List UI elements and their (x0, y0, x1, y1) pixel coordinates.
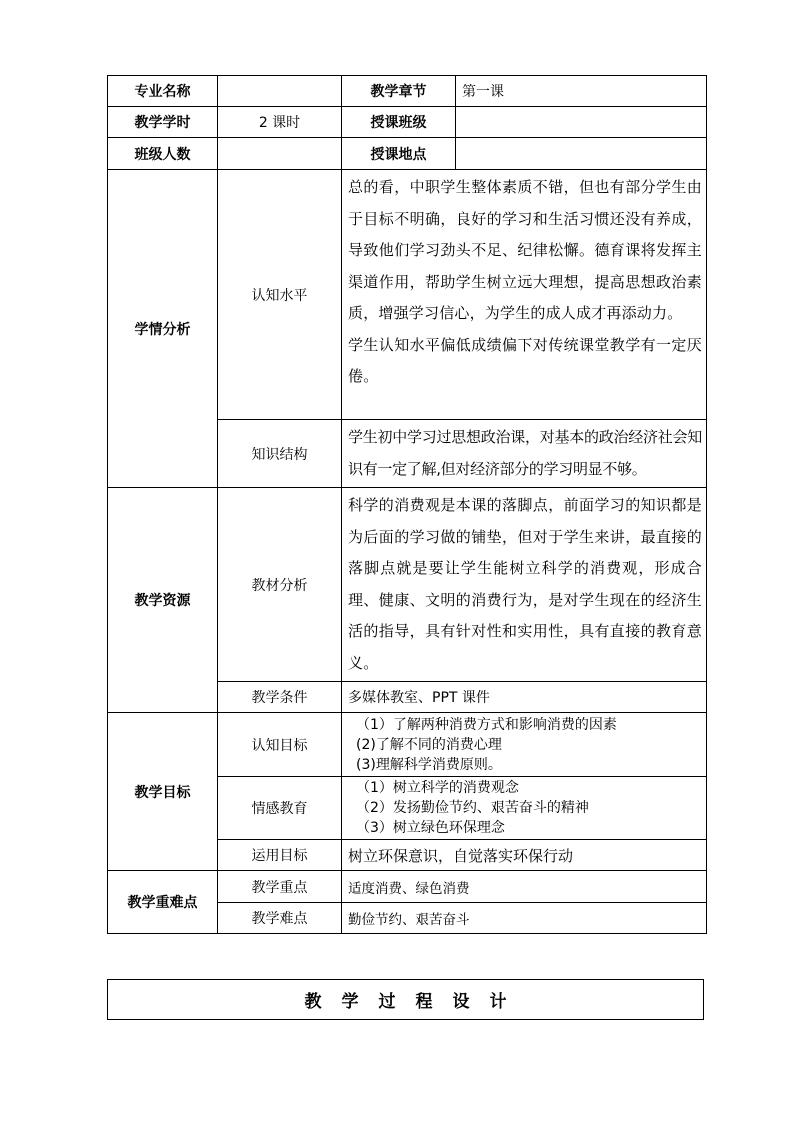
major-label: 专业名称 (108, 76, 218, 107)
cognitive-objective-row (108, 713, 707, 777)
location-label: 授课地点 (342, 138, 456, 170)
process-design-title: 教学过程设计 (107, 979, 704, 1020)
material-text: 科学的消费观是本课的落脚点，前面学习的知识都是为后面的学习做的铺垫，但对于学生来讲，最直接的落脚点就是要让学生能树立科学的消费观，形成合理、健康、文明的消费行为，是对学生现在的经济生活的指导，具有针对性和实用性，具有直接的教育意义。 (342, 488, 707, 682)
key-points-label: 教学重难点 (108, 871, 218, 934)
difficult-text: 勤俭节约、艰苦奋斗 (342, 903, 707, 934)
conditions-text: 多媒体教室、PPT 课件 (342, 682, 707, 713)
info-row-3 (108, 138, 707, 170)
conditions-label: 教学条件 (218, 682, 342, 713)
count-label: 班级人数 (108, 138, 218, 170)
cognitive-item-2: (2)了解不同的消费心理 (356, 736, 502, 753)
emotion-item-3: （3）树立绿色环保理念 (356, 820, 505, 836)
cognition-label: 认知水平 (218, 170, 342, 420)
emotion-item-2: （2）发扬勤俭节约、艰苦奋斗的精神 (356, 800, 589, 816)
resources-label: 教学资源 (108, 488, 218, 713)
hours-label: 教学学时 (108, 107, 218, 138)
objectives-label: 教学目标 (108, 713, 218, 871)
class-label: 授课班级 (342, 107, 456, 138)
key-text: 适度消费、绿色消费 (342, 871, 707, 903)
info-row-1 (108, 76, 707, 107)
hours-value: 2 课时 (218, 107, 342, 138)
emotion-list (342, 777, 707, 840)
chapter-label: 教学章节 (342, 76, 456, 107)
apply-label: 运用目标 (218, 840, 342, 871)
cognition-paragraph-1: 总的看，中职学生整体素质不错，但也有部分学生由于目标不明确，良好的学习和生活习惯还没有养成，导致他们学习劲头不足、纪律松懈。德育课将发挥主渠道作用，帮助学生树立远大理想，提高思想政治素质，增强学习信心，为学生的成人成才再添动力。 (348, 178, 702, 322)
cognitive-label: 认知目标 (218, 713, 342, 777)
knowledge-text: 学生初中学习过思想政治课，对基本的政治经济社会知识有一定了解,但对经济部分的学习明显不够。 (342, 420, 707, 488)
cognition-paragraph-2: 学生认知水平偏低成绩偏下对传统课堂教学有一定厌倦。 (348, 335, 702, 385)
emotion-item-1: （1）树立科学的消费观念 (356, 780, 519, 796)
student-analysis-row (108, 170, 707, 420)
key-label: 教学重点 (218, 871, 342, 903)
material-row (108, 488, 707, 682)
cognitive-item-3: (3)理解科学消费原则。 (356, 756, 502, 773)
knowledge-label: 知识结构 (218, 420, 342, 488)
cognition-text (342, 170, 707, 420)
difficult-label: 教学难点 (218, 903, 342, 934)
major-value (218, 76, 342, 107)
location-value (456, 138, 707, 170)
apply-text: 树立环保意识，自觉落实环保行动 (342, 840, 707, 871)
count-value (218, 138, 342, 170)
cognitive-list (342, 713, 707, 777)
emotion-label: 情感教育 (218, 777, 342, 840)
class-value (456, 107, 707, 138)
material-label: 教材分析 (218, 488, 342, 682)
cognitive-item-1: （1）了解两种消费方式和影响消费的因素 (356, 716, 617, 733)
lesson-plan-table (107, 75, 707, 934)
student-analysis-label: 学情分析 (108, 170, 218, 488)
info-row-2 (108, 107, 707, 138)
chapter-value: 第一课 (456, 76, 707, 107)
key-point-row (108, 871, 707, 903)
